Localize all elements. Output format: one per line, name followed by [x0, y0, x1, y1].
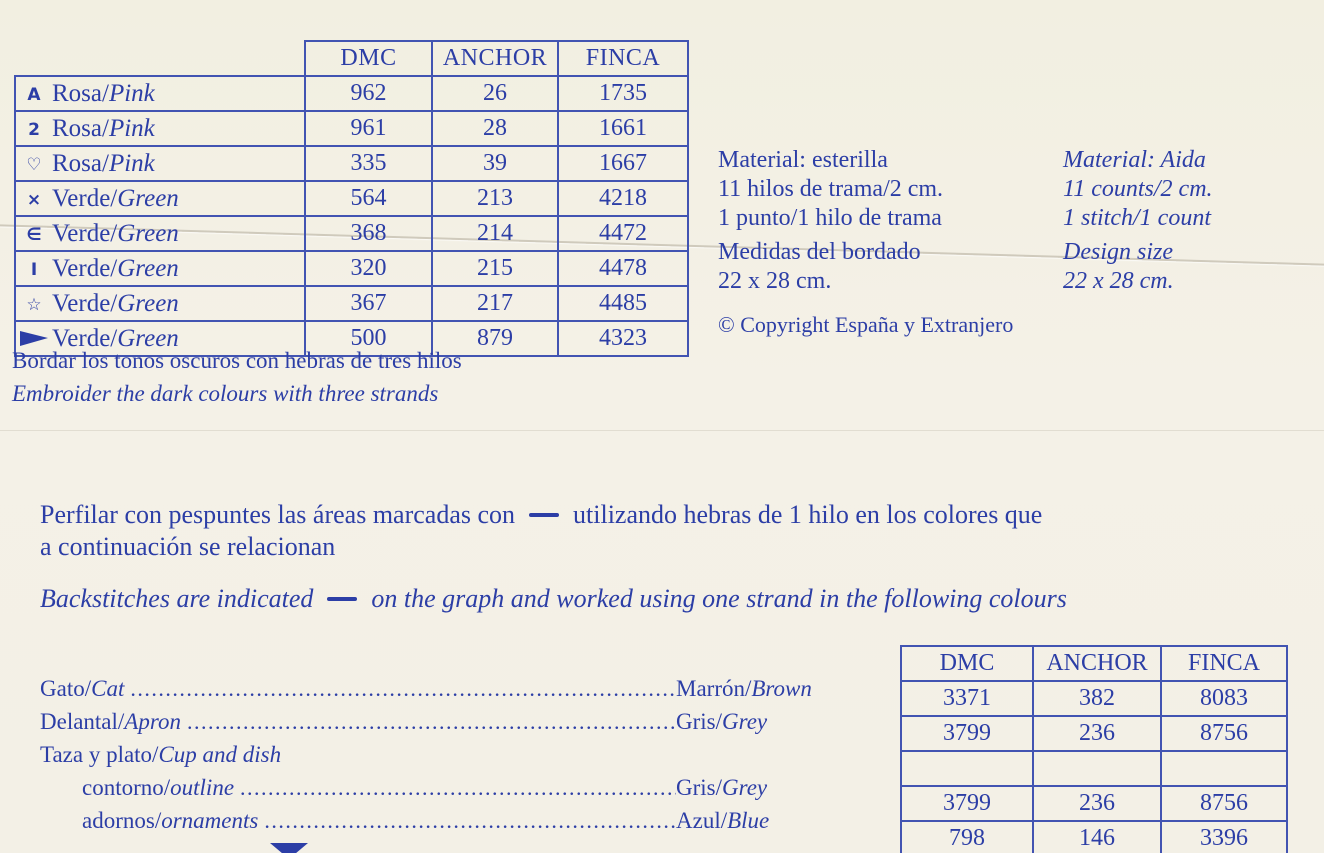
dmc-value: 3371 [901, 681, 1033, 716]
anchor-value: 217 [432, 286, 558, 321]
dotted-leader [264, 808, 676, 834]
flag-triangle-symbol [16, 331, 52, 349]
material-info-spanish [718, 146, 943, 233]
dotted-leader [130, 676, 676, 702]
thread-color-table [14, 40, 689, 357]
thread-name-cell [15, 216, 305, 251]
backstitch-item-color [676, 808, 872, 834]
intro-text: on the graph and worked using one strand in the following colours [371, 584, 1067, 613]
backstitch-list-item [40, 808, 872, 841]
item-label-spanish: Gato/ [40, 676, 92, 701]
material-line: 1 stitch/1 count [1063, 205, 1211, 231]
dmc-value: 3799 [901, 786, 1033, 821]
dmc-value: 3799 [901, 716, 1033, 751]
thread-name-english: Pink [108, 114, 155, 142]
design-size-spanish [718, 238, 921, 296]
item-label-spanish: Taza y plato/ [40, 742, 159, 767]
backstitch-item-label [40, 676, 130, 702]
backstitch-item-list [40, 676, 872, 841]
backstitch-line-symbol [327, 597, 357, 601]
anchor-value: 26 [432, 76, 558, 111]
thread-name-cell [15, 251, 305, 286]
color-name-english: Grey [722, 709, 768, 734]
column-header-anchor: ANCHOR [432, 41, 558, 76]
bar-symbol: I [30, 259, 38, 280]
finca-value: 8083 [1161, 681, 1287, 716]
anchor-value: 215 [432, 251, 558, 286]
color-name-spanish: Gris/ [676, 775, 722, 800]
anchor-value: 879 [432, 321, 558, 356]
item-label-english: outline [170, 775, 235, 800]
element-of-symbol: ∈ [26, 224, 42, 245]
backstitch-list-item [40, 676, 872, 709]
copyright-notice: © Copyright España y Extranjero [718, 312, 1014, 337]
color-name-spanish: Gris/ [676, 709, 722, 734]
page-marker-triangle-icon [270, 843, 308, 853]
thread-table-row [15, 146, 688, 181]
thread-name-spanish: Rosa/ [52, 79, 109, 107]
thread-table-row [15, 76, 688, 111]
thread-name-spanish: Verde/ [52, 289, 118, 317]
thread-name-cell [15, 181, 305, 216]
material-line: 11 counts/2 cm. [1063, 176, 1213, 202]
finca-value: 4478 [558, 251, 688, 286]
column-header-dmc: DMC [901, 646, 1033, 681]
size-line: 22 x 28 cm. [718, 268, 832, 294]
backstitch-table-row [901, 681, 1287, 716]
item-label-english: Cup and dish [158, 742, 282, 767]
color-name-spanish: Azul/ [676, 808, 728, 833]
item-label-english: ornaments [161, 808, 259, 833]
letter-a-symbol: A [27, 84, 41, 105]
backstitch-list-item [40, 775, 872, 808]
material-info-english [1063, 146, 1213, 233]
thread-name-english: Pink [108, 79, 155, 107]
item-label-english: Cat [91, 676, 125, 701]
anchor-value: 236 [1033, 716, 1161, 751]
thread-name-spanish: Verde/ [52, 324, 118, 352]
thread-name-spanish: Rosa/ [52, 114, 109, 142]
finca-value: 4485 [558, 286, 688, 321]
thread-name-cell [15, 146, 305, 181]
backstitch-list-item [40, 709, 872, 742]
thread-table-row [15, 286, 688, 321]
thread-table-row [15, 251, 688, 286]
color-name-english: Brown [751, 676, 812, 701]
material-line: 11 hilos de trama/2 cm. [718, 176, 944, 202]
dmc-value [901, 751, 1033, 786]
thread-table-header-row [15, 41, 688, 76]
paper-crease-faint [0, 430, 1324, 431]
finca-value: 4472 [558, 216, 688, 251]
column-header-anchor: ANCHOR [1033, 646, 1161, 681]
dmc-value: 368 [305, 216, 432, 251]
finca-value: 8756 [1161, 786, 1287, 821]
strand-note-spanish: Bordar los tonos oscuros con hebras de tres hilos [12, 348, 462, 373]
thread-name-english: Green [117, 184, 179, 212]
backstitch-table-row [901, 751, 1287, 786]
dmc-value: 335 [305, 146, 432, 181]
dotted-leader [187, 709, 676, 735]
item-label-spanish: Delantal/ [40, 709, 125, 734]
finca-value: 8756 [1161, 716, 1287, 751]
backstitch-intro-spanish-line2: a continuación se relacionan [40, 532, 336, 561]
thread-table-row [15, 111, 688, 146]
backstitch-table-header-row [901, 646, 1287, 681]
backstitch-item-label [40, 709, 187, 735]
backstitch-table-row [901, 716, 1287, 751]
thread-name-spanish: Rosa/ [52, 149, 109, 177]
color-name-english: Grey [722, 775, 768, 800]
dmc-value: 564 [305, 181, 432, 216]
anchor-value: 146 [1033, 821, 1161, 853]
design-size-english [1063, 238, 1174, 296]
anchor-value: 39 [432, 146, 558, 181]
backstitch-intro-english [40, 584, 1067, 614]
thread-name-english: Green [117, 254, 179, 282]
backstitch-item-label [82, 808, 264, 834]
anchor-value: 213 [432, 181, 558, 216]
number-2-symbol: 2 [28, 119, 40, 140]
item-label-spanish: contorno/ [82, 775, 171, 800]
column-header-dmc: DMC [305, 41, 432, 76]
thread-name-english: Pink [108, 149, 155, 177]
backstitch-table-row [901, 821, 1287, 853]
strand-note-english: Embroider the dark colours with three strands [12, 381, 439, 406]
cross-symbol: × [26, 189, 42, 210]
finca-value: 3396 [1161, 821, 1287, 853]
finca-value: 4218 [558, 181, 688, 216]
thread-table-blank-header [15, 41, 305, 76]
intro-text: Perfilar con pespuntes las áreas marcadas con [40, 500, 516, 529]
star-symbol: ☆ [26, 294, 42, 315]
size-line: 22 x 28 cm. [1063, 268, 1174, 294]
thread-name-english: Green [117, 324, 179, 352]
intro-text: Backstitches are indicated [40, 584, 314, 613]
anchor-value: 214 [432, 216, 558, 251]
backstitch-color-table [900, 645, 1288, 853]
backstitch-item-color [676, 775, 872, 801]
intro-text: utilizando hebras de 1 hilo en los colores que [573, 500, 1043, 529]
material-line: Material: Aida [1063, 147, 1206, 173]
dmc-value: 798 [901, 821, 1033, 853]
size-line: Medidas del bordado [718, 239, 921, 265]
backstitch-line-symbol [529, 513, 559, 517]
heart-symbol: ♡ [26, 154, 42, 175]
backstitch-item-color [676, 709, 872, 735]
item-label-spanish: adornos/ [82, 808, 162, 833]
column-header-finca: FINCA [558, 41, 688, 76]
thread-name-english: Green [117, 219, 179, 247]
backstitch-item-color [676, 676, 872, 702]
thread-name-cell [15, 286, 305, 321]
thread-table-row [15, 181, 688, 216]
material-line: 1 punto/1 hilo de trama [718, 205, 942, 231]
item-label-english: Apron [124, 709, 181, 734]
dmc-value: 320 [305, 251, 432, 286]
backstitch-table-row [901, 786, 1287, 821]
backstitch-list-item [40, 742, 872, 775]
backstitch-item-label [82, 775, 240, 801]
finca-value: 1735 [558, 76, 688, 111]
thread-name-cell [15, 111, 305, 146]
color-name-english: Blue [727, 808, 770, 833]
finca-value: 4323 [558, 321, 688, 356]
backstitch-item-label [40, 742, 287, 768]
thread-name-spanish: Verde/ [52, 219, 118, 247]
anchor-value [1033, 751, 1161, 786]
anchor-value: 28 [432, 111, 558, 146]
size-line: Design size [1063, 239, 1173, 265]
finca-value [1161, 751, 1287, 786]
thread-name-cell [15, 76, 305, 111]
dmc-value: 962 [305, 76, 432, 111]
color-name-spanish: Marrón/ [676, 676, 752, 701]
finca-value: 1667 [558, 146, 688, 181]
anchor-value: 382 [1033, 681, 1161, 716]
backstitch-intro-spanish [40, 500, 1042, 530]
dmc-value: 500 [305, 321, 432, 356]
thread-table-row [15, 216, 688, 251]
material-line: Material: esterilla [718, 147, 888, 173]
anchor-value: 236 [1033, 786, 1161, 821]
column-header-finca: FINCA [1161, 646, 1287, 681]
dmc-value: 961 [305, 111, 432, 146]
thread-name-spanish: Verde/ [52, 184, 118, 212]
dotted-leader [240, 775, 676, 801]
finca-value: 1661 [558, 111, 688, 146]
dmc-value: 367 [305, 286, 432, 321]
thread-name-spanish: Verde/ [52, 254, 118, 282]
thread-name-english: Green [117, 289, 179, 317]
